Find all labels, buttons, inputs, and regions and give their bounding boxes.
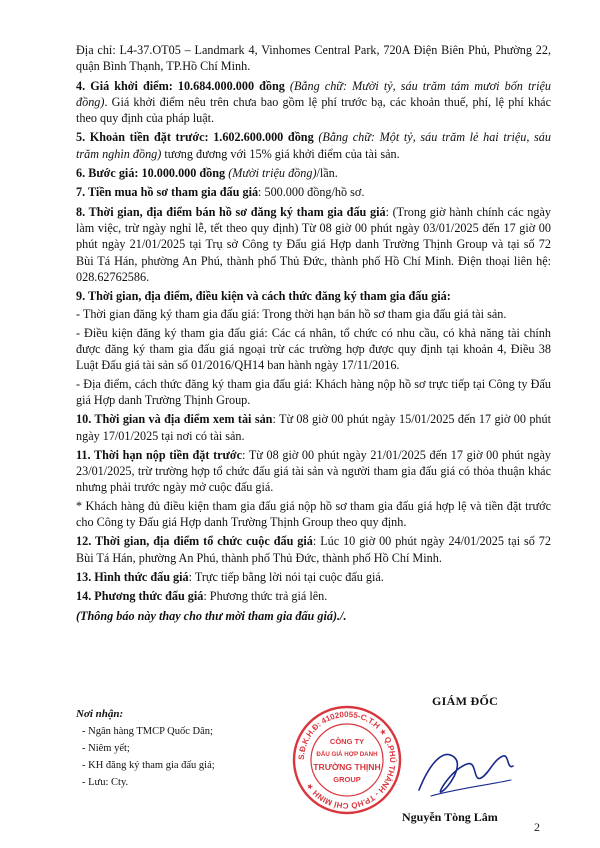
signature-block: [76, 690, 551, 830]
address-line: Địa chỉ: L4-37.OT05 – Landmark 4, Vinhomes Central Park, 720A Điện Biên Phủ, Phường 22, quận Bình Thạnh, TP.Hồ Chí Minh.: [76, 43, 551, 74]
handwritten-signature: [411, 730, 521, 810]
item-7-dossier-fee: 7. Tiền mua hồ sơ tham gia đấu giá: 500.000 đồng/hồ sơ.: [76, 185, 365, 200]
document-body: [76, 42, 551, 627]
item-9-sub-conditions: - Điều kiện đăng ký tham gia đấu giá: Các cá nhân, tổ chức có nhu cầu, có khả năng tài chính được đăng ký tham gia đấu giá ngoại trừ các trường hợp được quy định tại khoản 4, Điều 38 Luật Đấu giá tài sản số 01/2016/QH14 ban hành ngày 17/11/2016.: [76, 325, 551, 373]
recipient-item: - Ngân hàng TMCP Quốc Dân;: [82, 726, 213, 737]
closing-note: (Thông báo này thay cho thư mời tham gia đấu giá)./.: [76, 608, 347, 623]
recipients-heading: Nơi nhận:: [76, 708, 124, 720]
stamp-line-3: TRƯỜNG THỊNH: [313, 762, 381, 772]
recipients-list: [76, 706, 215, 791]
item-8-dossier-sale: 8. Thời gian, địa điểm bán hồ sơ đăng ký tham gia đấu giá: (Trong giờ hành chính các ngày làm việc, trừ ngày nghỉ lễ, tết theo quy định) Từ 08 giờ 00 phút ngày 03/01/2025 đến 17 giờ 00 phút ngày 21/01/2025 tại Trụ sở Công ty Đấu giá Hợp danh Trường Thịnh Group và tại số 72 Bùi Tá Hán, phường An Phú, thành phố Thủ Đức, thành phố Hồ Chí Minh. Điện thoại liên hệ: 028.62762586.: [76, 204, 551, 284]
company-seal-stamp: [291, 704, 403, 816]
stamp-line-4: GROUP: [333, 775, 361, 784]
item-11-deposit-deadline: 11. Thời hạn nộp tiền đặt trước: Từ 08 giờ 00 phút ngày 21/01/2025 đến 17 giờ 00 phút ngày 23/01/2025, trừ trường hợp tổ chức đấu giá tài sản và người tham gia đấu giá có thỏa thuận khác nhưng phải trước ngày mở cuộc đấu giá.: [76, 447, 551, 495]
item-10-viewing: 10. Thời gian và địa điểm xem tài sản: Từ 08 giờ 00 phút ngày 15/01/2025 đến 17 giờ 00 phút ngày 17/01/2025 tại nơi có tài sản.: [76, 412, 551, 443]
page-number: 2: [534, 820, 540, 834]
director-title: GIÁM ĐỐC: [432, 694, 499, 708]
recipient-item: - KH đăng ký tham gia đấu giá;: [82, 760, 215, 771]
item-12-auction-time: 12. Thời gian, địa điểm tổ chức cuộc đấu giá: Lúc 10 giờ 00 phút ngày 24/01/2025 tại số 72 Bùi Tá Hán, phường An Phú, thành phố Thủ Đức, thành phố Hồ Chí Minh.: [76, 534, 551, 565]
stamp-line-2: ĐẤU GIÁ HỢP DANH: [316, 751, 378, 758]
item-9-sub-place: - Địa điểm, cách thức đăng ký tham gia đấu giá: Khách hàng nộp hồ sơ trực tiếp tại Công ty Đấu giá Hợp danh Trường Thịnh Group.: [76, 376, 551, 407]
item-14-auction-method: 14. Phương thức đấu giá: Phương thức trả giá lên.: [76, 589, 328, 604]
item-6-bid-step: 6. Bước giá: 10.000.000 đồng (Mười triệu đồng)/lần.: [76, 166, 338, 181]
signer-name: Nguyễn Tòng Lâm: [402, 810, 498, 824]
item-4-starting-price: 4. Giá khởi điểm: 10.684.000.000 đồng (Bằng chữ: Mười tỷ, sáu trăm tám mươi bốn triệu đồng). Giá khởi điểm nêu trên chưa bao gồm lệ phí trước bạ, các khoản thuế, phí, lệ phí khác theo quy định của pháp luật.: [76, 78, 551, 126]
stamp-ring-text: S.Đ.K.H.Đ: 41020055-C.T.H ★ Q.PHÚ THÀNH - TP.HỒ CHÍ MINH ★: [296, 709, 398, 811]
item-9-sub-time: - Thời gian đăng ký tham gia đấu giá: Trong thời hạn bán hồ sơ tham gia đấu giá tài sản.: [76, 307, 507, 322]
recipient-item: - Lưu: Cty.: [82, 777, 129, 788]
item-13-auction-form: 13. Hình thức đấu giá: Trực tiếp bằng lời nói tại cuộc đấu giá.: [76, 569, 384, 584]
recipient-item: - Niêm yết;: [82, 743, 130, 754]
item-9-registration: 9. Thời gian, địa điểm, điều kiện và cách thức đăng ký tham gia đấu giá:: [76, 289, 451, 304]
item-11-note: * Khách hàng đủ điều kiện tham gia đấu giá nộp hồ sơ tham gia đấu giá hợp lệ và tiền đặt trước cho Công ty Đấu giá Hợp danh Trường Thịnh Group theo quy định.: [76, 498, 551, 530]
item-5-deposit: 5. Khoản tiền đặt trước: 1.602.600.000 đồng (Bằng chữ: Một tỷ, sáu trăm lẻ hai triệu, sáu trăm nghìn đồng) tương đương với 15% giá khởi điểm của tài sản.: [76, 130, 551, 161]
stamp-line-1: CÔNG TY: [329, 737, 365, 746]
